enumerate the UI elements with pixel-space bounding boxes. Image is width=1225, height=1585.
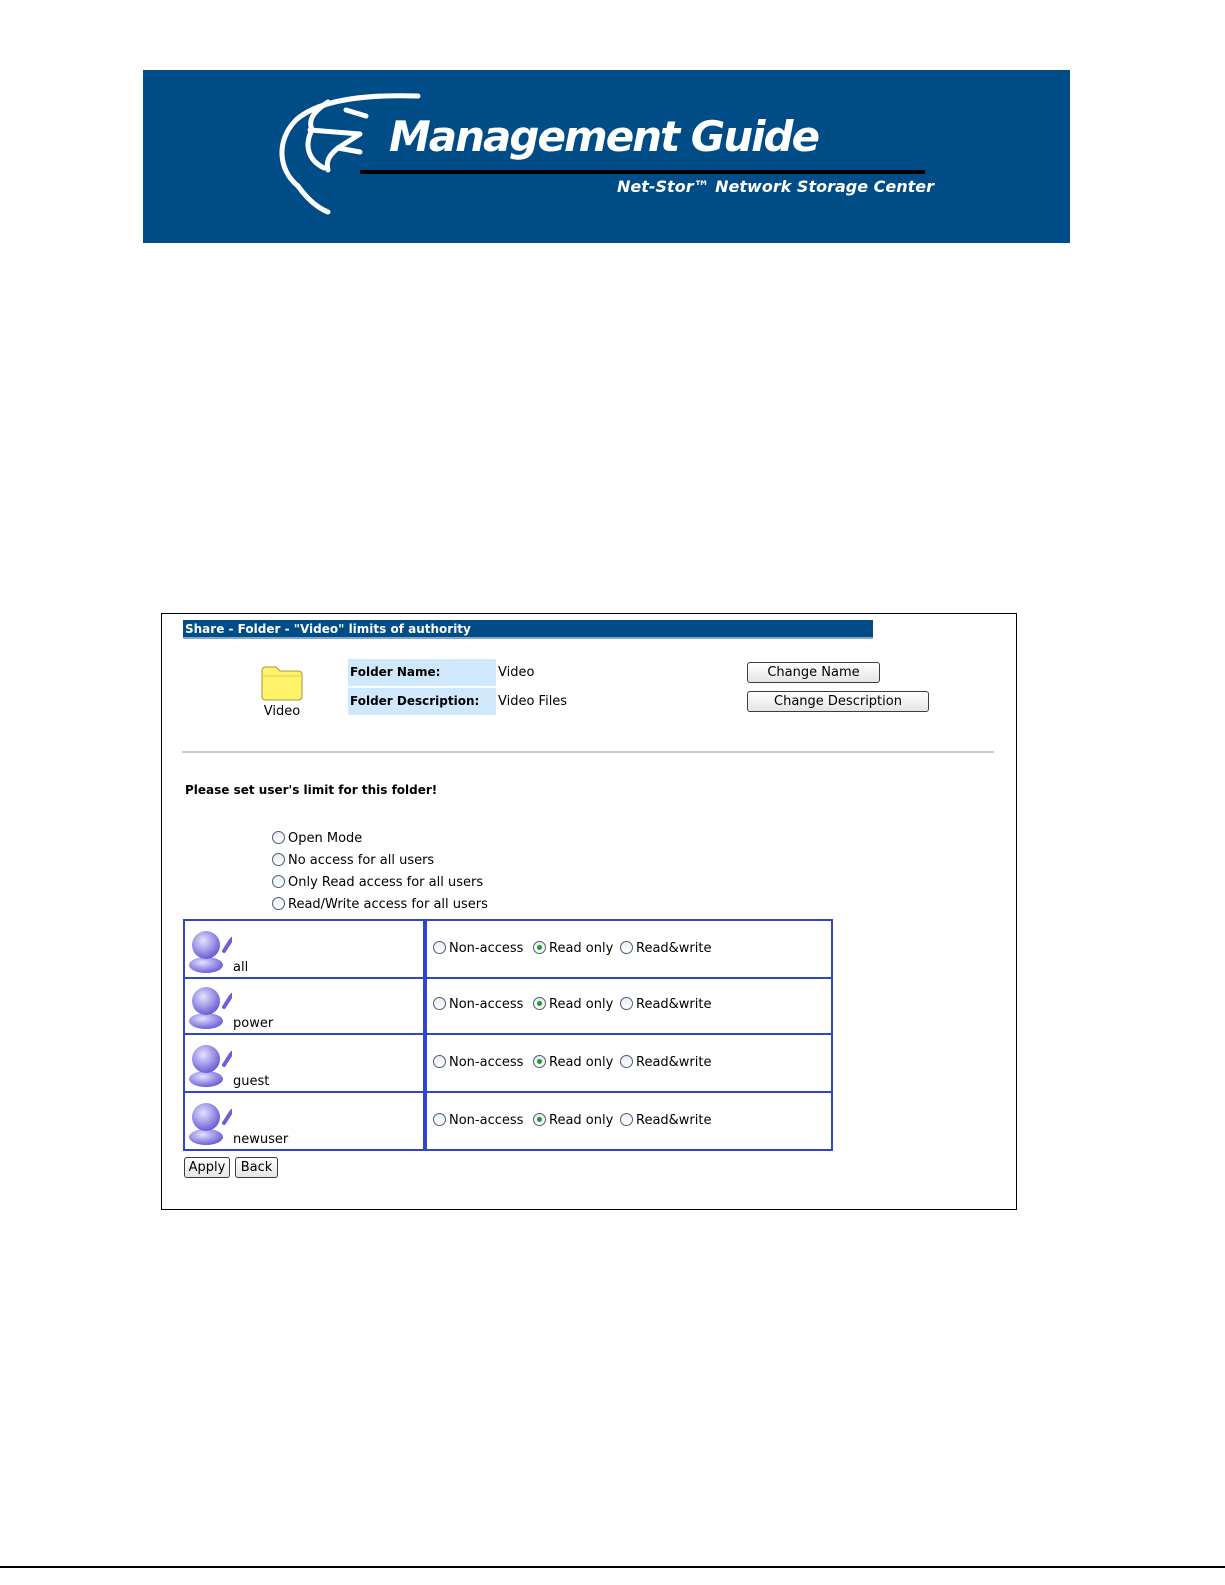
user-name: all	[233, 960, 249, 975]
instruction-text: Please set user's limit for this folder!	[185, 783, 438, 797]
permission-read-write[interactable]	[620, 1055, 712, 1071]
permission-label: Read&write	[636, 1113, 712, 1128]
mode-label: No access for all users	[288, 853, 435, 868]
user-avatar-icon	[188, 1099, 232, 1145]
footer-rule	[0, 1566, 1225, 1568]
permission-label: Non-access	[449, 1055, 524, 1070]
mode-label: Only Read access for all users	[288, 875, 484, 890]
mode-label: Read/Write access for all users	[288, 897, 488, 912]
mode-option-no-access[interactable]	[272, 851, 434, 871]
permission-label: Read&write	[636, 1055, 712, 1070]
banner-rule	[360, 170, 925, 174]
permission-label: Non-access	[449, 1113, 524, 1128]
permission-read-only[interactable]	[533, 1113, 613, 1129]
radio-icon[interactable]	[272, 875, 285, 888]
change-name-button[interactable]: Change Name	[747, 662, 880, 683]
radio-icon[interactable]	[272, 853, 285, 866]
radio-icon[interactable]	[433, 997, 446, 1010]
user-row	[183, 977, 831, 1035]
permission-read-only[interactable]	[533, 1055, 613, 1071]
permission-label: Read only	[549, 997, 614, 1012]
radio-icon[interactable]	[433, 1055, 446, 1068]
permission-cell	[425, 1093, 833, 1151]
user-name: guest	[233, 1074, 270, 1089]
folder-description-label: Folder Description:	[348, 688, 496, 715]
folder-description-value: Video Files	[498, 694, 568, 709]
permission-read-only[interactable]	[533, 997, 613, 1013]
user-row	[183, 919, 831, 977]
permission-read-only[interactable]	[533, 941, 613, 957]
user-avatar-icon	[188, 927, 232, 973]
permission-non-access[interactable]	[433, 941, 523, 957]
radio-icon[interactable]	[620, 941, 633, 954]
apply-button[interactable]: Apply	[184, 1157, 230, 1178]
permission-label: Non-access	[449, 997, 524, 1012]
permission-label: Non-access	[449, 941, 524, 956]
folder-name-value: Video	[498, 665, 535, 680]
banner-subtitle: Net-Stor™ Network Storage Center	[617, 177, 935, 196]
user-name: power	[233, 1016, 274, 1031]
permission-non-access[interactable]	[433, 1055, 523, 1071]
user-avatar-icon	[188, 1041, 232, 1087]
panel-header: Share - Folder - "Video" limits of authority	[183, 620, 873, 639]
mode-option-read-write[interactable]	[272, 895, 488, 915]
permission-read-write[interactable]	[620, 997, 712, 1013]
user-cell	[183, 1093, 425, 1151]
permission-non-access[interactable]	[433, 1113, 523, 1129]
folder-name-label: Folder Name:	[348, 659, 496, 686]
permission-read-write[interactable]	[620, 1113, 712, 1129]
permission-read-write[interactable]	[620, 941, 712, 957]
mode-option-open[interactable]	[272, 829, 362, 849]
user-row	[183, 1035, 831, 1093]
folder-icon	[260, 663, 304, 701]
banner-title: Management Guide	[389, 112, 819, 161]
permission-label: Read only	[549, 1055, 614, 1070]
folder-caption: Video	[263, 704, 301, 719]
radio-icon[interactable]	[620, 997, 633, 1010]
section-divider	[182, 751, 994, 753]
user-row	[183, 1093, 831, 1151]
permission-non-access[interactable]	[433, 997, 523, 1013]
user-name: newuser	[233, 1132, 289, 1147]
radio-icon[interactable]	[533, 1055, 546, 1068]
folder-authority-panel	[162, 614, 1016, 1209]
permission-label: Read only	[549, 1113, 614, 1128]
radio-icon[interactable]	[533, 997, 546, 1010]
user-cell	[183, 1035, 425, 1093]
radio-icon[interactable]	[533, 1113, 546, 1126]
radio-icon[interactable]	[272, 831, 285, 844]
mode-option-read-only[interactable]	[272, 873, 483, 893]
radio-icon[interactable]	[533, 941, 546, 954]
permission-label: Read&write	[636, 997, 712, 1012]
radio-icon[interactable]	[433, 941, 446, 954]
user-cell	[183, 977, 425, 1035]
permission-label: Read only	[549, 941, 614, 956]
permission-label: Read&write	[636, 941, 712, 956]
permission-cell	[425, 919, 833, 979]
radio-icon[interactable]	[272, 897, 285, 910]
user-avatar-icon	[188, 983, 232, 1029]
mode-label: Open Mode	[288, 831, 363, 846]
permission-cell	[425, 1035, 833, 1093]
radio-icon[interactable]	[620, 1113, 633, 1126]
user-cell	[183, 919, 425, 979]
management-guide-banner	[143, 70, 1070, 243]
change-description-button[interactable]: Change Description	[747, 691, 929, 712]
permission-cell	[425, 977, 833, 1035]
radio-icon[interactable]	[620, 1055, 633, 1068]
radio-icon[interactable]	[433, 1113, 446, 1126]
screenshot-frame	[161, 613, 1017, 1210]
back-button[interactable]: Back	[235, 1157, 278, 1178]
